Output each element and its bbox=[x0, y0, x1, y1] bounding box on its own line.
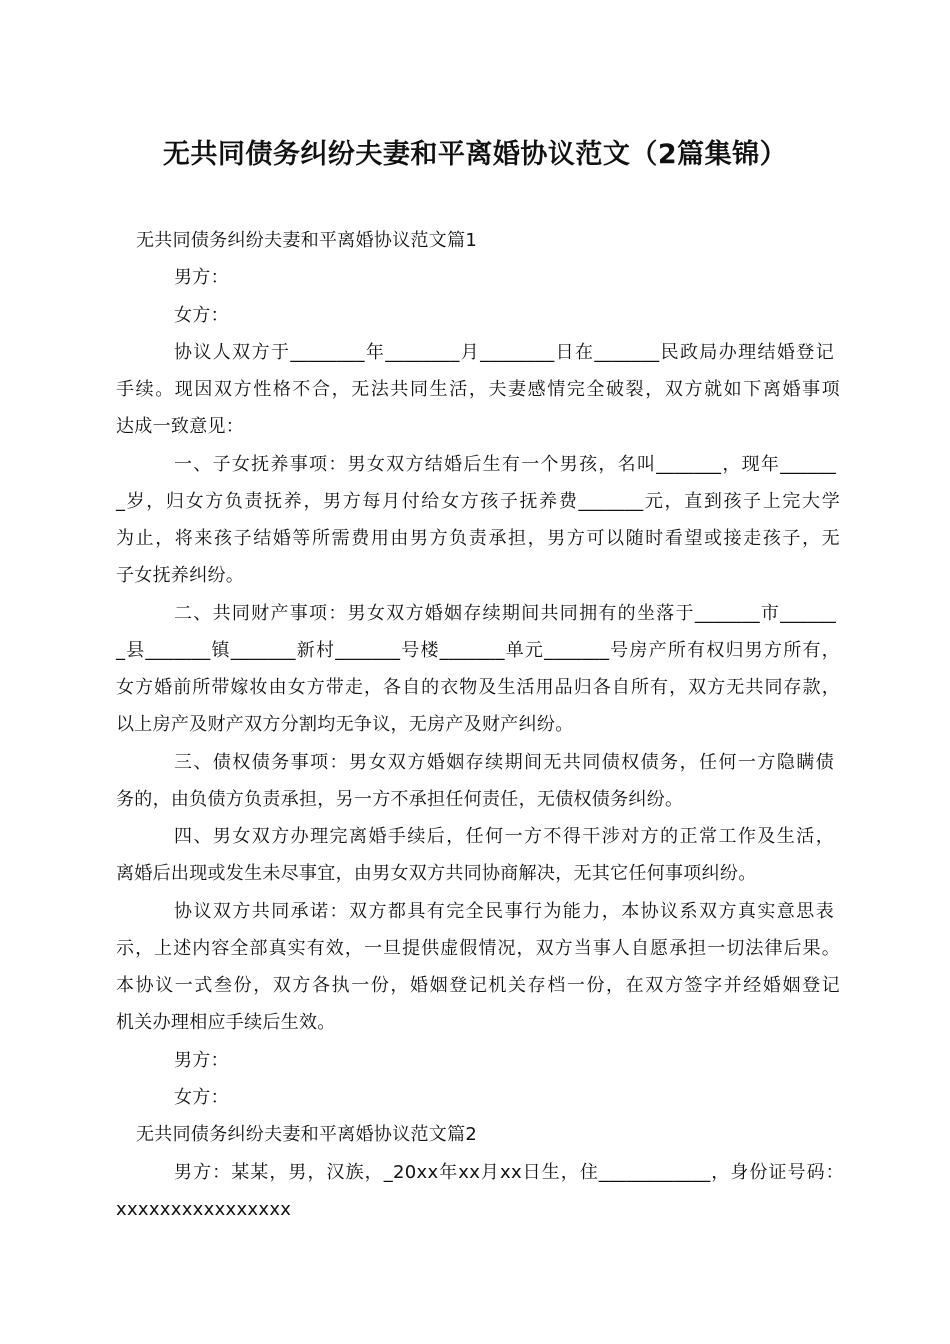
paragraph-line: 三、债权债务事项：男女双方婚姻存续期间无共同债权债务，任何一方隐瞒债 bbox=[174, 752, 834, 773]
signature-female: 女方： bbox=[174, 1087, 229, 1108]
paragraph-line: 四、男女双方办理完离婚手续后，任何一方不得干涉对方的正常工作及生活， bbox=[174, 826, 834, 847]
paragraph-line: 示，上述内容全部真实有效，一旦提供虚假情况，双方当事人自愿承担一切法律后果。 bbox=[116, 938, 840, 959]
paragraph-line: 本协议一式叁份，双方各执一份，婚姻登记机关存档一份，在双方签字并经婚姻登记 bbox=[116, 975, 840, 996]
paragraph-line: 以上房产及财产双方分割均无争议，无房产及财产纠纷。 bbox=[116, 714, 574, 735]
section-heading-1: 无共同债务纠纷夫妻和平离婚协议范文篇1 bbox=[136, 230, 478, 251]
paragraph-line: 为止，将来孩子结婚等所需费用由男方负责承担，男方可以随时看望或接走孩子，无 bbox=[116, 528, 840, 549]
paragraph-line: 男方：某某，男，汉族，_20xx年xx月xx日生，住____________，身份证号码： bbox=[174, 1162, 844, 1183]
section-heading-2: 无共同债务纠纷夫妻和平离婚协议范文篇2 bbox=[136, 1124, 478, 1145]
paragraph-line: 协议双方共同承诺：双方都具有完全民事行为能力，本协议系双方真实意思表 bbox=[174, 901, 834, 922]
signature-female: 女方： bbox=[174, 305, 229, 326]
paragraph-line: 机关办理相应手续后生效。 bbox=[116, 1012, 336, 1033]
paragraph-line: xxxxxxxxxxxxxxxx bbox=[116, 1199, 292, 1220]
document-title: 无共同债务纠纷夫妻和平离婚协议范文（2篇集锦） bbox=[162, 139, 788, 170]
paragraph-line: 女方婚前所带嫁妆由女方带走，各自的衣物及生活用品归各自所有，双方无共同存款， bbox=[116, 677, 840, 698]
paragraph-line: _县_______镇_______新村_______号楼_______单元_______号房产所有权归男方所有， bbox=[116, 640, 840, 661]
paragraph-line: 达成一致意见： bbox=[116, 416, 245, 437]
paragraph-line: _岁，归女方负责抚养，男方每月付给女方孩子抚养费_______元，直到孩子上完大学 bbox=[116, 491, 840, 512]
paragraph-line: 二、共同财产事项：男女双方婚姻存续期间共同拥有的坐落于_______市______ bbox=[174, 603, 836, 624]
paragraph-line: 一、子女抚养事项：男女双方结婚后生有一个男孩，名叫_______，现年______ bbox=[174, 454, 836, 475]
signature-male: 男方： bbox=[174, 1050, 229, 1071]
paragraph-line: 务的，由负债方负责承担，另一方不承担任何责任，无债权债务纠纷。 bbox=[116, 789, 684, 810]
signature-male: 男方： bbox=[174, 267, 229, 288]
paragraph-line: 子女抚养纠纷。 bbox=[116, 565, 245, 586]
paragraph-line: 手续。现因双方性格不合，无法共同生活，夫妻感情完全破裂，双方就如下离婚事项 bbox=[116, 379, 840, 400]
paragraph-line: 协议人双方于________年________月________日在_______民政局办理结婚登记 bbox=[174, 342, 834, 363]
paragraph-line: 离婚后出现或发生未尽事宜，由男女双方共同协商解决，无其它任何事项纠纷。 bbox=[116, 863, 757, 884]
